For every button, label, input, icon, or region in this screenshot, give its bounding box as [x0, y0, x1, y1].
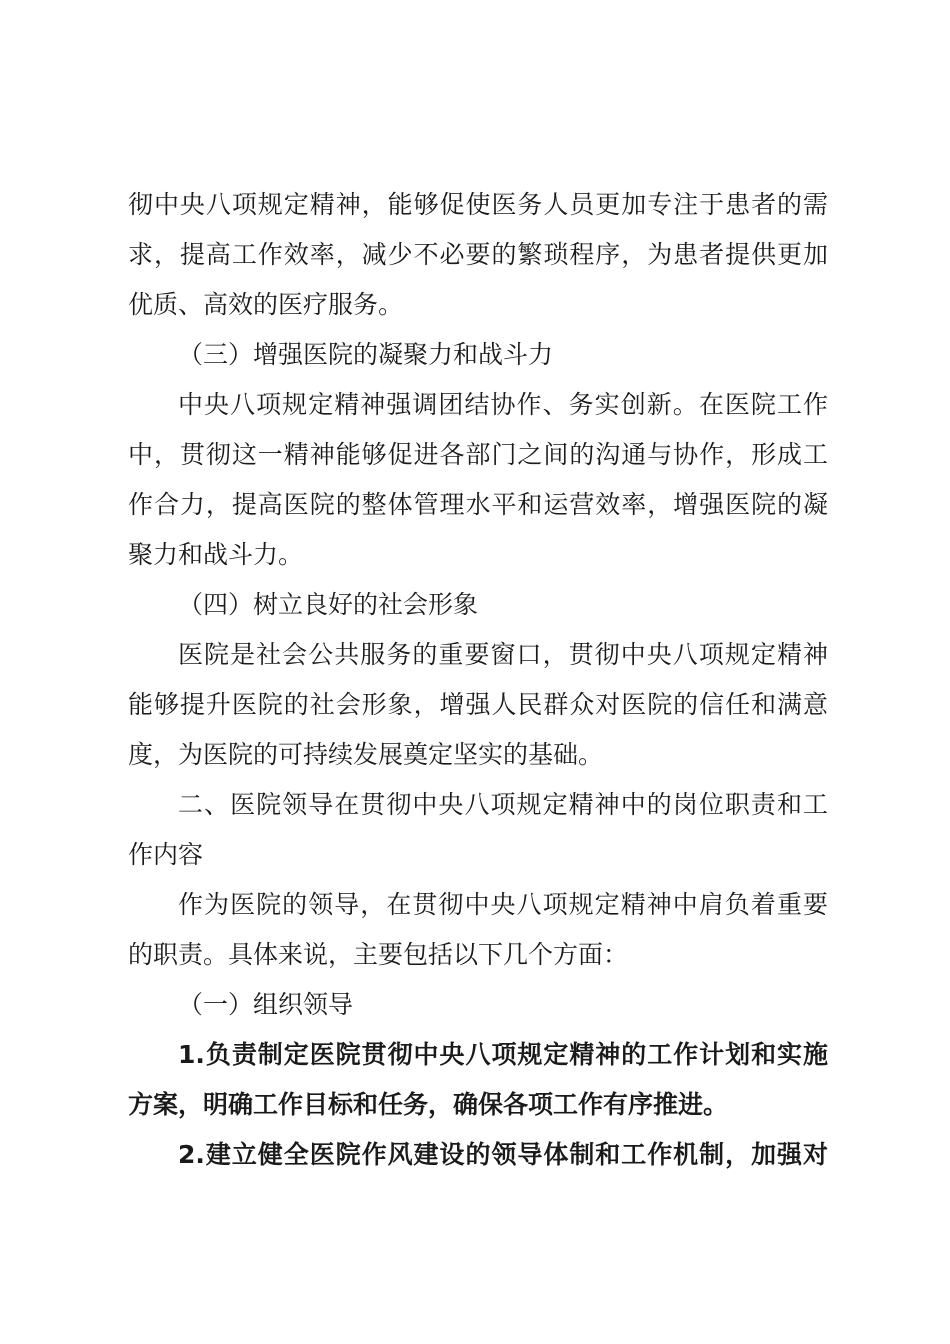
paragraph-line: 聚力和战斗力。	[128, 540, 304, 569]
paragraph-line: 的职责。具体来说，主要包括以下几个方面：	[128, 940, 629, 969]
paragraph-line: 求，提高工作效率，减少不必要的繁琐程序，为患者提供更加	[128, 240, 828, 269]
section-heading: 作内容	[128, 840, 204, 869]
section-heading: （四）树立良好的社会形象	[178, 590, 479, 619]
paragraph-line: 作合力，提高医院的整体管理水平和运营效率，增强医院的凝	[128, 490, 828, 519]
paragraph-line: 医院是社会公共服务的重要窗口，贯彻中央八项规定精神	[178, 640, 828, 669]
paragraph-line: 彻中央八项规定精神，能够促使医务人员更加专注于患者的需	[128, 190, 828, 219]
paragraph-line: 优质、高效的医疗服务。	[128, 290, 404, 319]
section-heading: （一）组织领导	[178, 990, 354, 1019]
numbered-item-line: 2.建立健全医院作风建设的领导体制和工作机制，加强对	[178, 1140, 828, 1169]
section-heading: （三）增强医院的凝聚力和战斗力	[178, 340, 554, 369]
paragraph-line: 作为医院的领导，在贯彻中央八项规定精神中肩负着重要	[178, 890, 828, 919]
paragraph-line: 能够提升医院的社会形象，增强人民群众对医院的信任和满意	[128, 690, 828, 719]
paragraph-line: 中央八项规定精神强调团结协作、务实创新。在医院工作	[178, 390, 828, 419]
numbered-item-line: 1.负责制定医院贯彻中央八项规定精神的工作计划和实施	[178, 1040, 828, 1069]
section-heading: 二、医院领导在贯彻中央八项规定精神中的岗位职责和工	[178, 790, 828, 819]
paragraph-line: 中，贯彻这一精神能够促进各部门之间的沟通与协作，形成工	[128, 440, 828, 469]
paragraph-line: 度，为医院的可持续发展奠定坚实的基础。	[128, 740, 604, 769]
numbered-item-line: 方案，明确工作目标和任务，确保各项工作有序推进。	[128, 1090, 729, 1119]
